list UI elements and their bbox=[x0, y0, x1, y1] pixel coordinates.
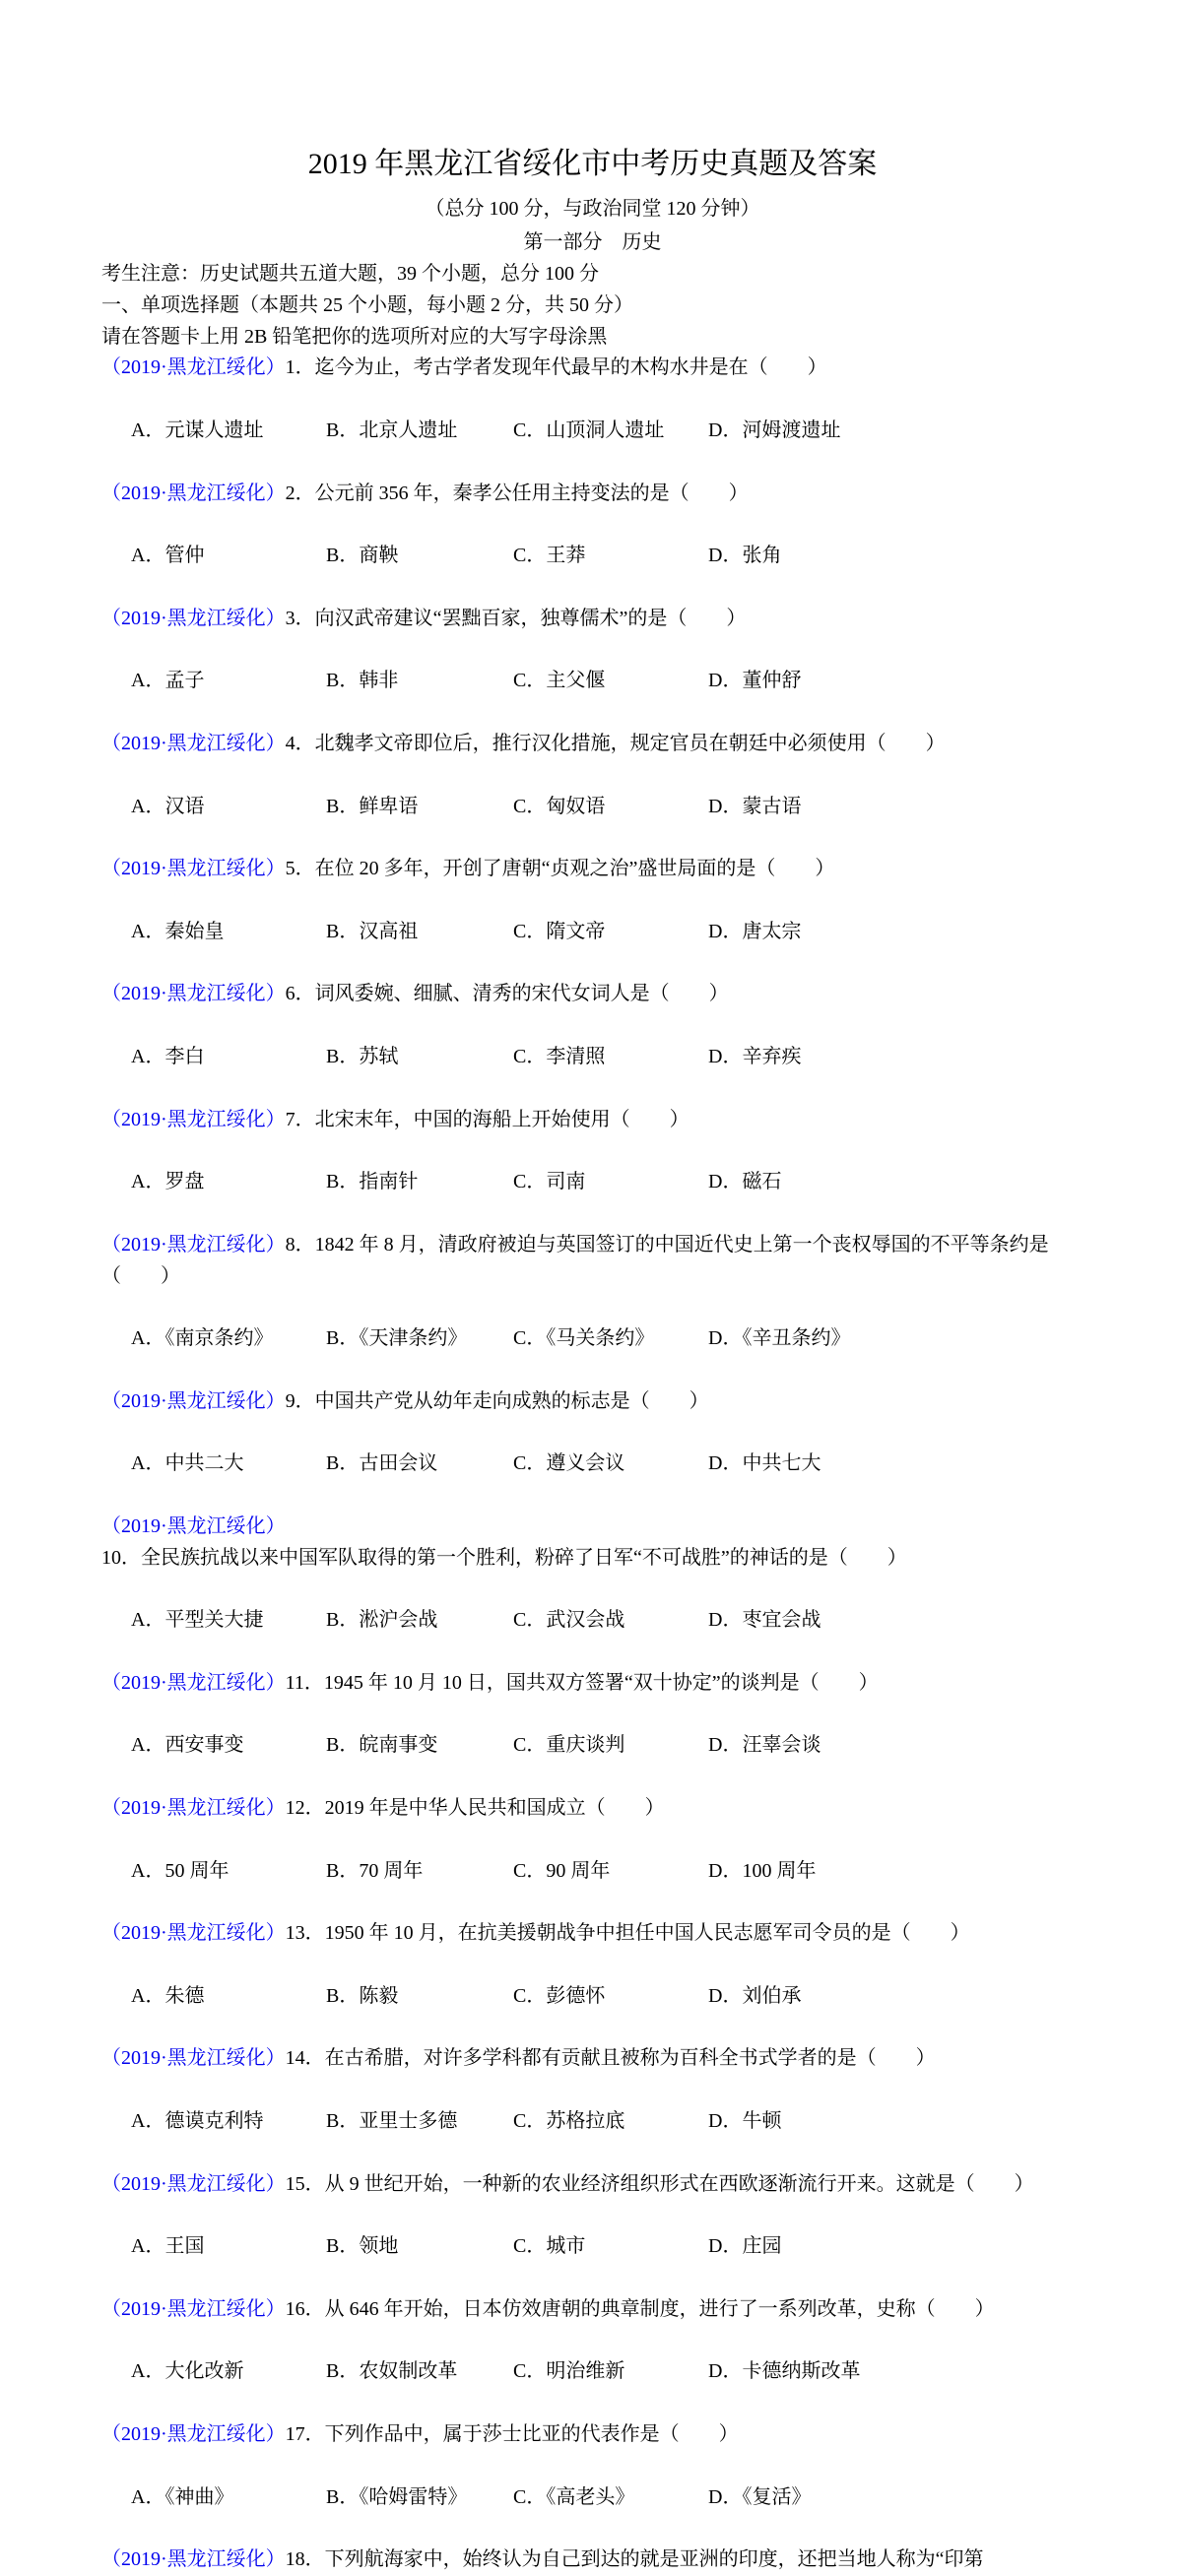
option-a: A．《南京条约》 bbox=[131, 1327, 274, 1350]
question-stem-line bbox=[101, 2294, 1084, 2326]
question-source-tag: （2019·黑龙江绥化） bbox=[101, 1233, 286, 1256]
option-d: D．庄园 bbox=[708, 2235, 782, 2258]
option-c: C．遵义会议 bbox=[513, 1452, 625, 1475]
option-d: D．蒙古语 bbox=[708, 795, 802, 817]
option-b: B．古田会议 bbox=[326, 1452, 438, 1475]
option-b: B．鲜卑语 bbox=[326, 795, 419, 817]
question-stem-line bbox=[101, 2544, 1084, 2576]
question-source-tag: （2019·黑龙江绥化） bbox=[101, 2047, 286, 2070]
page-title: 2019 年黑龙江省绥化市中考历史真题及答案 bbox=[307, 148, 878, 180]
option-d: D．张角 bbox=[708, 545, 782, 567]
option-d: D．磁石 bbox=[708, 1171, 782, 1193]
question-stem: 4．北魏孝文帝即位后，推行汉化措施，规定官员在朝廷中必须使用（ ） bbox=[285, 732, 946, 754]
questions-list bbox=[101, 353, 1084, 2576]
question bbox=[101, 1668, 1084, 1793]
option-b: B．《天津条约》 bbox=[326, 1327, 468, 1350]
question-stem: 1．迄今为止，考古学者发现年代最早的木构水井是在（ ） bbox=[285, 356, 827, 379]
question-stem: 5．在位 20 多年，开创了唐朝“贞观之治”盛世局面的是（ ） bbox=[285, 858, 835, 880]
option-d: D．唐太宗 bbox=[708, 920, 802, 942]
question-stem-line bbox=[101, 1668, 1084, 1700]
question-stem: 10．全民族抗战以来中国军队取得的第一个胜利，粉碎了日军“不可战胜”的神话的是（ ） bbox=[101, 1546, 907, 1569]
option-d: D．《复活》 bbox=[708, 2485, 812, 2508]
option-b: B．汉高祖 bbox=[326, 920, 419, 942]
option-d: D．辛弃疾 bbox=[708, 1045, 802, 1067]
option-c: C．山顶洞人遗址 bbox=[513, 419, 665, 441]
question-stem: 8．1842 年 8 月，清政府被迫与英国签订的中国近代史上第一个丧权辱国的不平等条约是（ ） bbox=[101, 1233, 1049, 1287]
option-b: B．70 周年 bbox=[326, 1859, 424, 1882]
question-source-tag: （2019·黑龙江绥化） bbox=[101, 1389, 286, 1412]
question-stem-line bbox=[101, 1230, 1084, 1293]
option-b: B．韩非 bbox=[326, 670, 399, 692]
question-options-line bbox=[101, 1825, 1084, 1918]
question-stem-line bbox=[101, 729, 1084, 760]
question bbox=[101, 479, 1084, 604]
option-d: D．卡德纳斯改革 bbox=[708, 2360, 861, 2383]
option-b: B．领地 bbox=[326, 2235, 399, 2258]
question-source-tag: （2019·黑龙江绥化） bbox=[101, 732, 286, 754]
option-a: A．王国 bbox=[131, 2235, 205, 2258]
option-c: C．李清照 bbox=[513, 1045, 606, 1067]
question-source-tag: （2019·黑龙江绥化） bbox=[101, 1671, 286, 1694]
question-options-line bbox=[101, 2200, 1084, 2293]
option-a: A．50 周年 bbox=[131, 1859, 230, 1882]
question-source-tag: （2019·黑龙江绥化） bbox=[101, 2297, 286, 2320]
question-stem-line bbox=[101, 1105, 1084, 1136]
option-a: A．《神曲》 bbox=[131, 2485, 234, 2508]
option-b: B．淞沪会战 bbox=[326, 1609, 438, 1632]
question-stem: 16．从 646 年开始，日本仿效唐朝的典章制度，进行了一系列改革，史称（ ） bbox=[285, 2297, 995, 2320]
question bbox=[101, 2544, 1084, 2576]
question bbox=[101, 1105, 1084, 1230]
option-a: A．平型关大捷 bbox=[131, 1609, 264, 1632]
option-d: D．河姆渡遗址 bbox=[708, 419, 841, 441]
option-c: C．彭德怀 bbox=[513, 1984, 606, 2007]
question-stem: 9．中国共产党从幼年走向成熟的标志是（ ） bbox=[285, 1389, 709, 1412]
question-stem: 12．2019 年是中华人民共和国成立（ ） bbox=[285, 1797, 665, 1820]
question-options-line bbox=[101, 1574, 1084, 1667]
question-options-line bbox=[101, 635, 1084, 729]
question-stem-line bbox=[101, 2043, 1084, 2075]
question-options-line bbox=[101, 1417, 1084, 1511]
question bbox=[101, 604, 1084, 729]
question-stem: 17．下列作品中，属于莎士比亚的代表作是（ ） bbox=[285, 2422, 739, 2445]
answer-sheet-instruction: 请在答题卡上用 2B 铅笔把你的选项所对应的大写字母涂黑 bbox=[101, 325, 608, 348]
question-source-tag: （2019·黑龙江绥化） bbox=[101, 2548, 286, 2571]
option-d: D．中共七大 bbox=[708, 1452, 821, 1475]
question-source-tag: （2019·黑龙江绥化） bbox=[101, 1922, 286, 1945]
option-a: A．朱德 bbox=[131, 1984, 205, 2007]
option-a: A．大化改新 bbox=[131, 2360, 244, 2383]
question-source-tag: （2019·黑龙江绥化） bbox=[101, 2172, 286, 2195]
question-stem: 13．1950 年 10 月，在抗美援朝战争中担任中国人民志愿军司令员的是（ ） bbox=[285, 1922, 970, 1945]
question-stem-line bbox=[101, 2169, 1084, 2201]
question bbox=[101, 2294, 1084, 2419]
option-a: A．罗盘 bbox=[131, 1171, 205, 1193]
option-a: A．孟子 bbox=[131, 670, 205, 692]
option-b: B．北京人遗址 bbox=[326, 419, 458, 441]
option-b: B．指南针 bbox=[326, 1171, 419, 1193]
question-options-line bbox=[101, 2451, 1084, 2544]
option-c: C．司南 bbox=[513, 1171, 586, 1193]
question-options-line bbox=[101, 760, 1084, 854]
question-options-line bbox=[101, 384, 1084, 478]
option-c: C．王莽 bbox=[513, 545, 586, 567]
candidate-notice: 考生注意：历史试题共五道大题，39 个小题，总分 100 分 bbox=[101, 263, 599, 285]
question-stem-line bbox=[101, 604, 1084, 635]
question-source-tag: （2019·黑龙江绥化） bbox=[101, 858, 286, 880]
question-options-line bbox=[101, 1010, 1084, 1104]
question bbox=[101, 1918, 1084, 2043]
section-heading: 第一部分 历史 bbox=[523, 231, 662, 253]
question-source-tag: （2019·黑龙江绥化） bbox=[101, 1514, 286, 1537]
question-stem-line bbox=[101, 353, 1084, 384]
option-c: C．明治维新 bbox=[513, 2360, 625, 2383]
option-a: A．中共二大 bbox=[131, 1452, 244, 1475]
option-d: D．枣宜会战 bbox=[708, 1609, 821, 1632]
option-b: B．商鞅 bbox=[326, 545, 399, 567]
option-d: D．董仲舒 bbox=[708, 670, 802, 692]
question-options-line bbox=[101, 1700, 1084, 1793]
option-d: D．刘伯承 bbox=[708, 1984, 802, 2007]
question-stem: 3．向汉武帝建议“罢黜百家，独尊儒术”的是（ ） bbox=[285, 607, 747, 629]
option-d: D．《辛丑条约》 bbox=[708, 1327, 851, 1350]
question-stem-line bbox=[101, 1793, 1084, 1825]
question-stem: 7．北宋末年，中国的海船上开始使用（ ） bbox=[285, 1108, 690, 1130]
question-stem-line bbox=[101, 1386, 1084, 1418]
question bbox=[101, 2043, 1084, 2168]
question-options-line bbox=[101, 885, 1084, 979]
option-a: A．李白 bbox=[131, 1045, 205, 1067]
option-a: A．管仲 bbox=[131, 545, 205, 567]
option-c: C．主父偃 bbox=[513, 670, 606, 692]
question bbox=[101, 353, 1084, 478]
option-a: A．元谋人遗址 bbox=[131, 419, 264, 441]
question-stem: 18．下列航海家中，始终认为自己到达的就是亚洲的印度，还把当地人称为“印第 bbox=[285, 2548, 984, 2571]
option-b: B．陈毅 bbox=[326, 1984, 399, 2007]
question-stem-line bbox=[101, 479, 1084, 510]
question bbox=[101, 1386, 1084, 1512]
option-b: B．皖南事变 bbox=[326, 1734, 438, 1757]
question-options-line bbox=[101, 2326, 1084, 2419]
question-source-tag: （2019·黑龙江绥化） bbox=[101, 983, 286, 1005]
option-c: C．重庆谈判 bbox=[513, 1734, 625, 1757]
exam-subtitle: （总分 100 分，与政治同堂 120 分钟） bbox=[425, 198, 760, 220]
option-c: C．匈奴语 bbox=[513, 795, 606, 817]
option-c: C．《马关条约》 bbox=[513, 1327, 655, 1350]
question-source-tag: （2019·黑龙江绥化） bbox=[101, 607, 286, 629]
question-stem: 15．从 9 世纪开始，一种新的农业经济组织形式在西欧逐渐流行开来。这就是（ ） bbox=[285, 2172, 1034, 2195]
option-c: C．苏格拉底 bbox=[513, 2110, 625, 2133]
option-c: C．隋文帝 bbox=[513, 920, 606, 942]
question bbox=[101, 979, 1084, 1104]
question-stem: 14．在古希腊，对许多学科都有贡献且被称为百科全书式学者的是（ ） bbox=[285, 2047, 936, 2070]
option-a: A．秦始皇 bbox=[131, 920, 225, 942]
option-b: B．农奴制改革 bbox=[326, 2360, 458, 2383]
question-source-tag: （2019·黑龙江绥化） bbox=[101, 2422, 286, 2445]
option-a: A．西安事变 bbox=[131, 1734, 244, 1757]
question-stem-line bbox=[101, 979, 1084, 1010]
option-d: D．牛顿 bbox=[708, 2110, 782, 2133]
question-source-tag: （2019·黑龙江绥化） bbox=[101, 482, 286, 504]
question bbox=[101, 2169, 1084, 2294]
option-a: A．汉语 bbox=[131, 795, 205, 817]
question-stem: 6．词风委婉、细腻、清秀的宋代女词人是（ ） bbox=[285, 983, 729, 1005]
question-options-line bbox=[101, 509, 1084, 603]
option-c: C．90 周年 bbox=[513, 1859, 611, 1882]
question-options-line bbox=[101, 1135, 1084, 1229]
question-stem-line bbox=[101, 854, 1084, 885]
question-source-tag: （2019·黑龙江绥化） bbox=[101, 1797, 286, 1820]
question bbox=[101, 729, 1084, 854]
option-d: D．100 周年 bbox=[708, 1859, 817, 1882]
question-stem-line bbox=[101, 2419, 1084, 2451]
question-options-line bbox=[101, 2075, 1084, 2168]
question bbox=[101, 1230, 1084, 1386]
question-options-line bbox=[101, 1292, 1084, 1385]
option-c: C．城市 bbox=[513, 2235, 586, 2258]
option-b: B．亚里士多德 bbox=[326, 2110, 458, 2133]
question-source-tag: （2019·黑龙江绥化） bbox=[101, 1108, 286, 1130]
option-c: C．武汉会战 bbox=[513, 1609, 625, 1632]
question-stem-line bbox=[101, 1918, 1084, 1950]
question bbox=[101, 2419, 1084, 2544]
option-d: D．汪辜会谈 bbox=[708, 1734, 821, 1757]
question-source-tag: （2019·黑龙江绥化） bbox=[101, 356, 286, 379]
question bbox=[101, 1512, 1084, 1668]
question bbox=[101, 1793, 1084, 1918]
question-stem-line bbox=[101, 1512, 1084, 1575]
question bbox=[101, 854, 1084, 979]
option-c: C．《高老头》 bbox=[513, 2485, 635, 2508]
option-a: A．德谟克利特 bbox=[131, 2110, 264, 2133]
part-one-heading: 一、单项选择题（本题共 25 个小题，每小题 2 分，共 50 分） bbox=[101, 293, 633, 316]
question-stem: 11．1945 年 10 月 10 日，国共双方签署“双十协定”的谈判是（ ） bbox=[285, 1671, 879, 1694]
question-stem: 2．公元前 356 年，秦孝公任用主持变法的是（ ） bbox=[285, 482, 749, 504]
question-options-line bbox=[101, 1950, 1084, 2043]
option-b: B．苏轼 bbox=[326, 1045, 399, 1067]
option-b: B．《哈姆雷特》 bbox=[326, 2485, 468, 2508]
